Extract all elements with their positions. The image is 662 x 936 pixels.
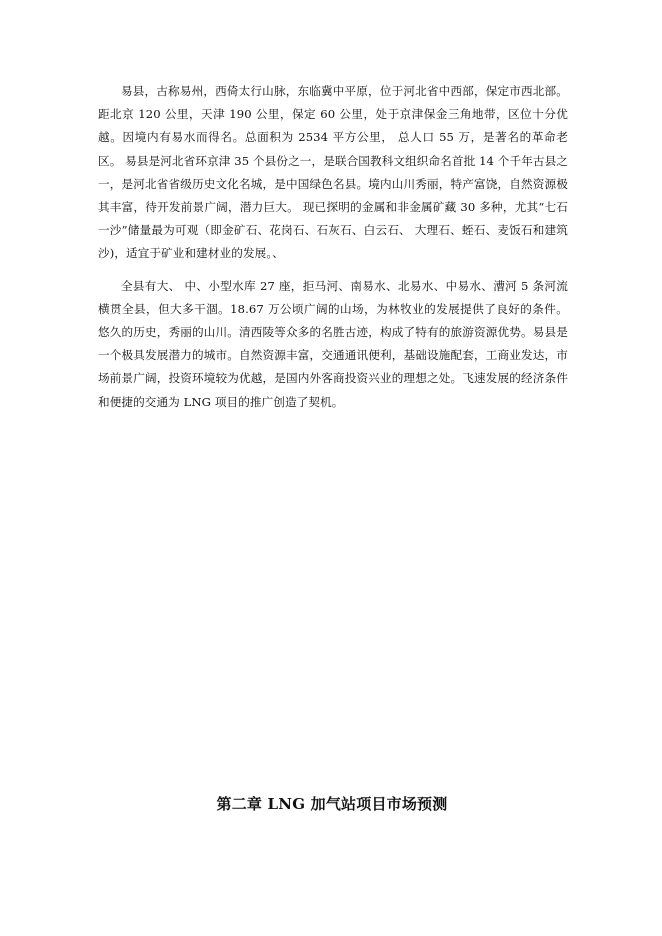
body-text xyxy=(98,80,568,414)
paragraph-yi-county-overview: 易县，古称易州，西倚太行山脉，东临冀中平原，位于河北省中西部，保定市西北部。距北京 120 公里，天津 190 公里，保定 60 公里，处于京津保金三角地带，区位十分优越。因境内有易水而得名。总面积为 2534 平方公里， 总人口 55 万，是著名的革命老区。 易县是河北省环京津 35 个县份之一，是联合国教科文组织命名首批 14 个千年古县之一，是河北省省级历史文化名城，是中国绿色名县。境内山川秀丽，特产富饶，自然资源极其丰富，待开发前景广阔，潜力巨大。 现已探明的金属和非金属矿藏 30 多种，尤其“七石一沙”储量最为可观（即金矿石、花岗石、石灰石、白云石、 大理石、蛭石、麦饭石和建筑沙)，适宜于矿业和建材业的发展。、 xyxy=(98,84,568,261)
paragraph-yi-county-resources: 全县有大、 中、小型水库 27 座，拒马河、南易水、北易水、中易水、漕河 5 条河流横贯全县，但大多干涸。18.67 万公顷广阔的山场，为林牧业的发展提供了良好的条件。悠久的历史，秀丽的山川。清西陵等众多的名胜古迹，构成了特有的旅游资源优势。易县是一个极具发展潜力的城市。自然资源丰富，交通通讯便利，基础设施配套，工商业发达，市场前景广阔，投资环境较为优越，是国内外客商投资兴业的理想之处。飞速发展的经济条件和便捷的交通为 LNG 项目的推广创造了契机。 xyxy=(98,278,568,409)
chapter-title: 第二章 LNG 加气站项目市场预测 xyxy=(216,795,448,813)
